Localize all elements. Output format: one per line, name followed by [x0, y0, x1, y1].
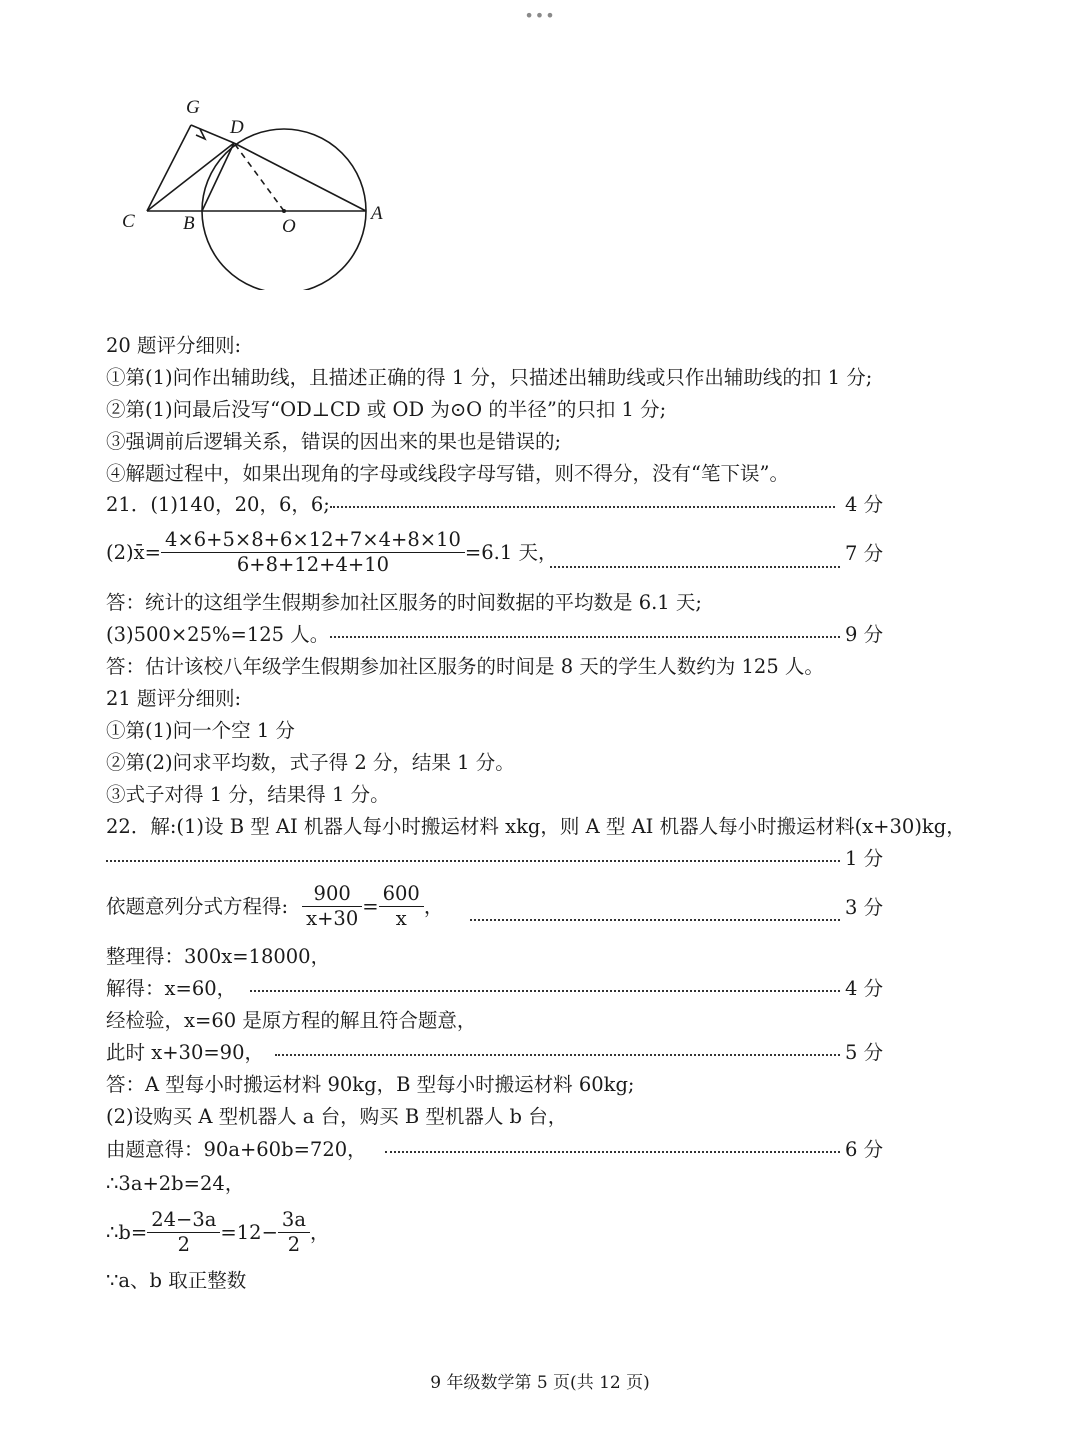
q22-simplify: 整理得：300x=18000， — [106, 945, 331, 968]
mean-denominator: 6+8+12+4+10 — [236, 553, 390, 576]
q22-equation-score: 3 分 — [845, 896, 884, 919]
leader-dots — [275, 1052, 840, 1056]
leader-dots — [550, 564, 840, 568]
label-o: O — [282, 216, 296, 237]
q20-rules-title: 20 题评分细则: — [106, 334, 242, 357]
label-b: B — [183, 213, 195, 234]
segment-cd — [147, 143, 234, 211]
numerator-right: 600 — [379, 882, 424, 907]
b-denominator-1: 2 — [177, 1233, 191, 1256]
q21-rule-2: ②第(2)问求平均数，式子得 2 分，结果 1 分。 — [106, 751, 515, 774]
mean-symbol: x̄ — [133, 540, 145, 564]
q22-equation — [106, 882, 443, 931]
segment-da — [234, 143, 366, 211]
equals-sign: = — [144, 540, 161, 564]
q21-rule-3: ③式子对得 1 分，结果得 1 分。 — [106, 783, 390, 806]
mean-fraction — [161, 528, 465, 577]
label-c: C — [122, 211, 135, 232]
q20-rule-3: ③强调前后逻辑关系，错误的因出来的果也是错误的; — [106, 430, 562, 453]
leader-dots — [385, 1149, 840, 1153]
b-denominator-2: 2 — [287, 1233, 301, 1256]
q20-rule-4: ④解题过程中，如果出现角的字母或线段字母写错，则不得分，没有“笔下误”。 — [106, 462, 789, 485]
geometry-figure — [112, 95, 402, 290]
denominator-left: x+30 — [306, 907, 359, 930]
q21-rule-1: ①第(1)问一个空 1 分 — [106, 719, 295, 742]
q22-part2: (2)设购买 A 型机器人 a 台，购买 B 型机器人 b 台， — [106, 1105, 568, 1128]
q22-solve: 解得：x=60， — [106, 977, 237, 1000]
q21-part3: (3)500×25%=125 人。 — [106, 623, 330, 646]
segment-gd — [191, 125, 234, 143]
q22-therefore-1: ∴3a+2b=24， — [106, 1172, 245, 1195]
window-menu-dots[interactable]: ••• — [524, 6, 556, 25]
label-a: A — [371, 203, 383, 224]
label-d: D — [230, 117, 244, 138]
leader-dots — [330, 504, 835, 508]
b-fraction-1 — [147, 1208, 220, 1257]
q22-then-score: 5 分 — [845, 1041, 884, 1064]
q22-part2-equation: 由题意得：90a+60b=720， — [106, 1138, 367, 1161]
q22-then: 此时 x+30=90， — [106, 1041, 264, 1064]
mean-result: =6.1 天， — [464, 540, 558, 564]
q22-line-1-score: 1 分 — [845, 847, 884, 870]
b-prefix: ∴b= — [106, 1220, 148, 1244]
q22-check: 经检验，x=60 是原方程的解且符合题意， — [106, 1009, 477, 1032]
q22-because: ∵a、b 取正整数 — [106, 1269, 247, 1292]
q22-solve-score: 4 分 — [845, 977, 884, 1000]
q21-part2-prefix: (2) — [106, 540, 134, 564]
segment-od — [234, 143, 284, 211]
q21-part1-score: 4 分 — [845, 493, 884, 516]
q22-b-expression — [106, 1208, 329, 1257]
leader-dots — [470, 917, 840, 921]
q21-part2-score: 7 分 — [845, 542, 884, 565]
b-fraction-2 — [278, 1208, 310, 1257]
leader-dots — [330, 634, 840, 638]
b-numerator-1: 24−3a — [147, 1208, 220, 1233]
q20-rule-2: ②第(1)问最后没写“OD⊥CD 或 OD 为⊙O 的半径”的只扣 1 分; — [106, 398, 667, 421]
q22-part2-score: 6 分 — [845, 1138, 884, 1161]
segment-cg — [147, 125, 191, 211]
fraction-left — [302, 882, 362, 931]
q21-rules-title: 21 题评分细则: — [106, 687, 242, 710]
leader-dots — [250, 988, 840, 992]
fraction-right — [379, 882, 424, 931]
q21-part2 — [106, 528, 557, 577]
q21-answer-2: 答：估计该校八年级学生假期参加社区服务的时间是 8 天的学生人数约为 125 人。 — [106, 655, 824, 678]
b-suffix: ， — [309, 1220, 330, 1244]
segment-db — [202, 143, 234, 211]
numerator-left: 900 — [302, 882, 362, 907]
denominator-right: x — [395, 907, 407, 930]
mean-numerator: 4×6+5×8+6×12+7×4+8×10 — [161, 528, 465, 553]
q21-answer-1: 答：统计的这组学生假期参加社区服务的时间数据的平均数是 6.1 天; — [106, 591, 702, 614]
q22-equation-prefix: 依题意列分式方程得: — [106, 894, 289, 918]
label-g: G — [186, 97, 200, 118]
leader-dots — [106, 858, 840, 862]
q21-part3-score: 9 分 — [845, 623, 884, 646]
q22-equation-suffix: ， — [423, 894, 444, 918]
b-numerator-2: 3a — [278, 1208, 310, 1233]
q20-rule-1: ①第(1)问作出辅助线，且描述正确的得 1 分，只描述出辅助线或只作出辅助线的扣 1 分; — [106, 366, 873, 389]
q21-part1: 21．(1)140，20，6，6; — [106, 493, 330, 516]
q22-line-1: 22．解:(1)设 B 型 AI 机器人每小时搬运材料 xkg，则 A 型 AI 机器人每小时搬运材料(x+30)kg， — [106, 815, 966, 838]
q22-answer: 答：A 型每小时搬运材料 90kg，B 型每小时搬运材料 60kg; — [106, 1073, 635, 1096]
page-footer: 9 年级数学第 5 页(共 12 页) — [430, 1373, 650, 1393]
b-mid: =12− — [220, 1220, 278, 1244]
equals-sign: = — [362, 894, 379, 918]
point-o — [282, 209, 286, 213]
